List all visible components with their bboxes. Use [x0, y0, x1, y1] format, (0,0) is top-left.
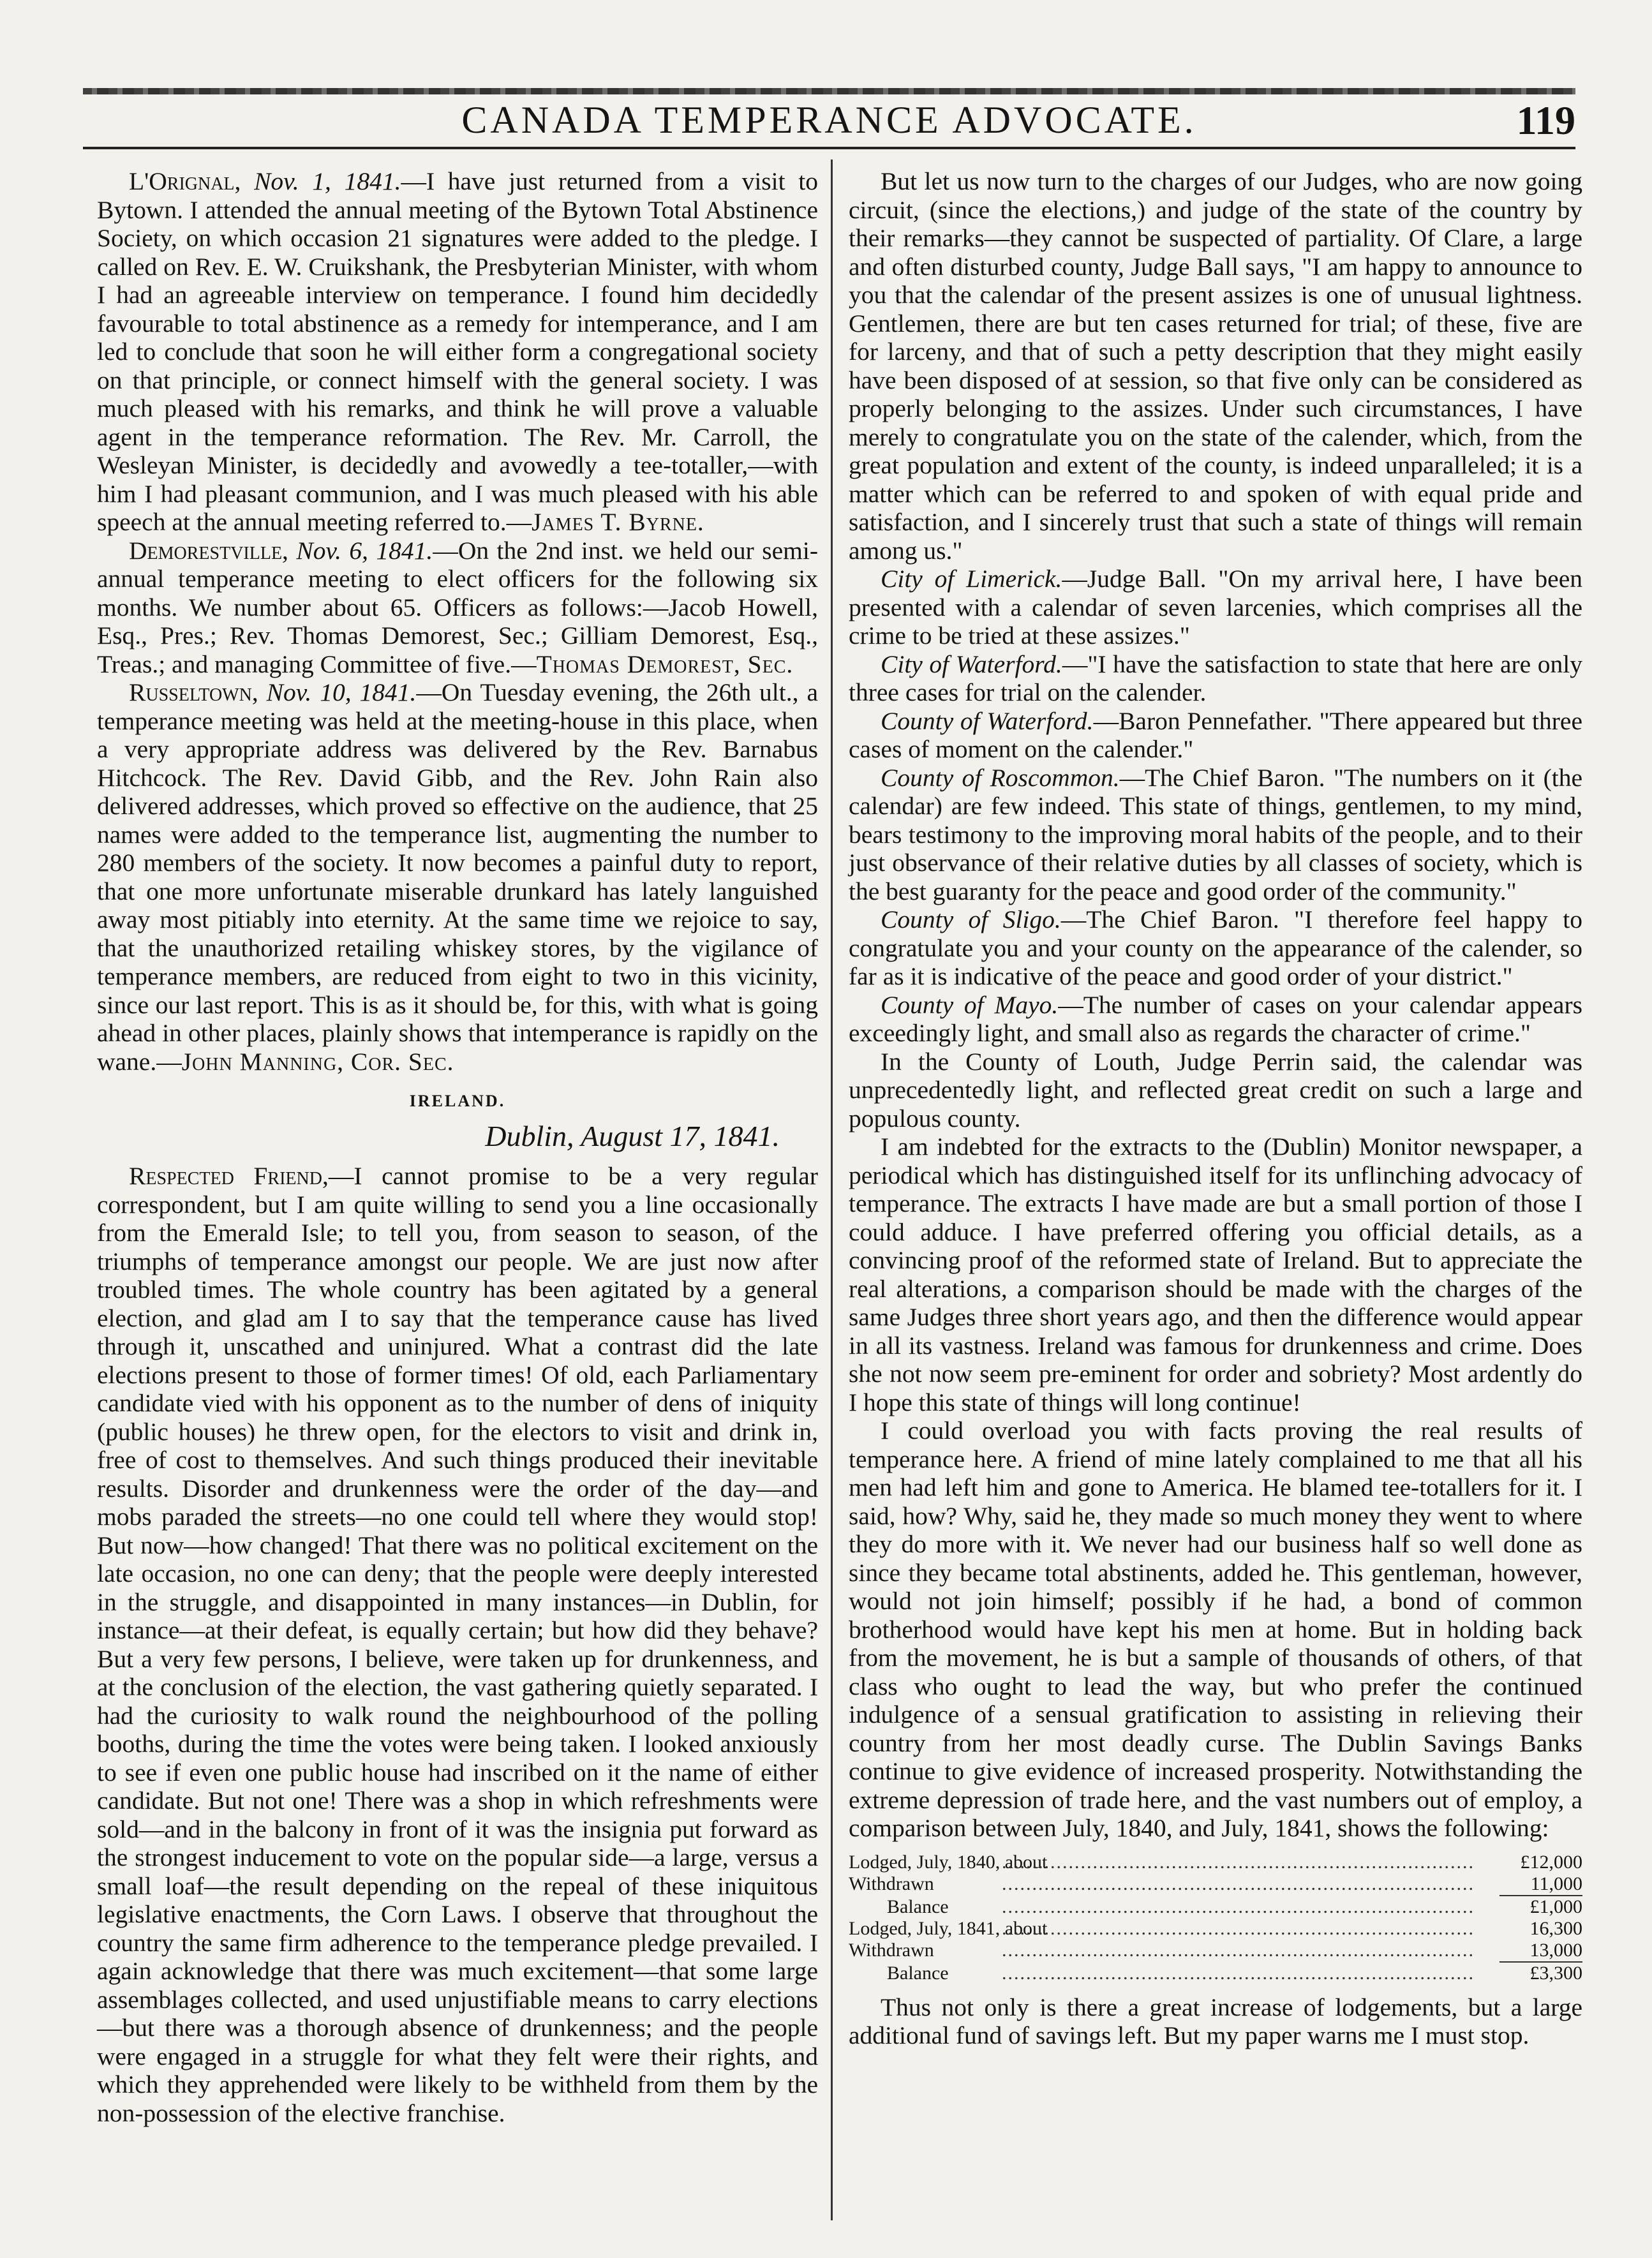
limerick-paragraph	[849, 565, 1582, 650]
loriginal-report	[97, 167, 818, 537]
leader-dots: ..............................................................................	[1002, 1851, 1475, 1873]
mayo-paragraph	[849, 991, 1582, 1048]
county-label: County of Sligo.	[881, 905, 1061, 933]
paragraph-text: —The number of cases on your calendar appears exceedingly light, and small also as regards the character of crime."	[849, 990, 1582, 1047]
county-label: County of Waterford.	[881, 706, 1094, 735]
paragraph-text: —The Chief Baron. "I therefore feel happy to congratulate you and your county on the appearance of the calender, so far as it is indicative of the peace and good order of your district."	[849, 905, 1582, 990]
table-row	[849, 1918, 1582, 1940]
paragraph-text: —Baron Pennefather. "There appeared but three cases of moment on the calender."	[849, 706, 1582, 763]
row-amount: 13,000	[1529, 1939, 1582, 1961]
paragraph-text: —Judge Ball. "On my arrival here, I have been presented with a calendar of seven larcenies, which comprises all the crime to be tried at these assizes."	[849, 565, 1582, 650]
county-label: County of Mayo.	[881, 990, 1059, 1019]
header-rule	[83, 147, 1575, 149]
row-label: Lodged, July, 1841, about	[849, 1917, 1048, 1939]
table-row	[849, 1873, 1582, 1895]
letter-dateline: Dublin, August 17, 1841.	[485, 1119, 780, 1152]
table-row	[849, 1896, 1582, 1918]
report-place: Russeltown,	[129, 678, 258, 706]
report-signature: Thomas Demorest, Sec.	[536, 650, 794, 678]
row-amount: 16,300	[1529, 1917, 1582, 1939]
page-number: 119	[1516, 98, 1575, 143]
leader-dots: ..............................................................................	[1002, 1917, 1475, 1939]
row-label: Withdrawn	[849, 1873, 934, 1894]
waterford-city-paragraph	[849, 650, 1582, 707]
paragraph-text: —The Chief Baron. "The numbers on it (the calendar) are few indeed. This state of things, gentlemen, to my mind, bears testimony to the improving moral habits of the people, and to their just observance of their relative duties by all classes of society, which is the best guaranty for the peace and good order of the community."	[849, 763, 1582, 905]
leader-dots: ..............................................................................	[1002, 1896, 1475, 1917]
row-label: Lodged, July, 1840, about	[849, 1851, 1048, 1873]
closing-paragraph: Thus not only is there a great increase of lodgements, but a large additional fund of savings left. But my paper warns me I must stop.	[849, 1993, 1582, 2049]
report-body: —I have just returned from a visit to Bytown. I attended the annual meeting of the Bytown Total Abstinence Society, on which occasion 21 signatures were added to the pledge. I called on Rev. E. W. Cruikshank, the Presbyterian Minister, with whom I had an agreeable interview on temperance. I found him decidedly favourable to total abstinence as a remedy for intemperance, and I am led to conclude that soon he will either form a congregational society on that principle, or connect himself with the general society. I was much pleased with his remarks, and think he will prove a valuable agent in the temperance reformation. The Rev. Mr. Carroll, the Wesleyan Minister, is decidedly and avowedly a tee-totaller,—with him I had pleasant communion, and I was much pleased with his able speech at the annual meeting referred to.—	[97, 167, 819, 536]
roscommon-paragraph	[849, 764, 1582, 906]
leader-dots: ..............................................................................	[1002, 1873, 1475, 1894]
report-date: Nov. 10, 1841.	[266, 678, 417, 706]
row-label: Withdrawn	[849, 1939, 934, 1961]
table-row	[849, 1852, 1582, 1873]
county-label: City of Waterford.	[881, 650, 1062, 678]
waterford-county-paragraph	[849, 707, 1582, 764]
right-column	[849, 167, 1582, 2050]
county-label: County of Roscommon.	[881, 763, 1120, 792]
paragraph-text: —"I have the satisfaction to state that here are only three cases for trial on the calender.	[849, 650, 1582, 706]
row-amount: 11,000	[1530, 1873, 1582, 1894]
overload-paragraph: I could overload you with facts proving the real results of temperance here. A friend of mine lately complained to me that all his men had left him and gone to America. He blamed tee-totallers for it. I said, how? Why, said he, they made so much money they went to where they do more with it. We never had our business half so well done as since they became total abstinents, added he. This gentleman, however, would not join himself; possibly if he had, a bond of common brotherhood would have kept his men at home. But in holding back from the movement, he is but a sample of thousands of others, of that class who ought to lead the way, but who prefer the continued indulgence of a sensual gratification to assisting in relieving their country from her most deadly curse. The Dublin Savings Banks continue to give evidence of increased prosperity. Notwithstanding the extreme depression of trade here, and the vast numbers out of employ, a comparison between July, 1840, and July, 1841, shows the following:	[849, 1416, 1582, 1842]
page-header	[83, 94, 1575, 144]
report-signature: James T. Byrne.	[532, 508, 704, 536]
row-amount: £1,000	[1529, 1896, 1582, 1917]
table-row	[849, 1940, 1582, 1961]
report-place: L'Orignal,	[129, 167, 241, 195]
demorestville-report	[97, 537, 818, 679]
monitor-paragraph: I am indebted for the extracts to the (Dublin) Monitor newspaper, a periodical which has distinguished itself for its unflinching advocacy of temperance. The extracts I have made are but a small portion of those I could adduce. I have preferred offering you official details, as a convincing proof of the reformed state of Ireland. But to appreciate the real alterations, a comparison should be made with the charges of the same Judges three short years ago, and then the difference would appear in all its vastness. Ireland was famous for drunkenness and crime. Does she not now seem pre-eminent for order and sobriety? Most ardently do I hope this state of things will long continue!	[849, 1133, 1582, 1416]
masthead-title: CANADA TEMPERANCE ADVOCATE.	[461, 99, 1197, 141]
letter-body: —I cannot promise to be a very regular correspondent, but I am quite willing to send you a line occasionally from the Emerald Isle; to tell you, from season to season, of the triumphs of temperance amongst our people. We are just now after troubled times. The whole country has been agitated by a general election, and glad am I to say that the temperance cause has lived through it, unscathed and uninjured. What a contrast did the late elections present to those of former times! Of old, each Parliamentary candidate vied with his opponent as to the number of dens of iniquity (public houses) he threw open, for the electors to visit and drink in, free of cost to themselves. And such things produced their inevitable results. Disorder and drunkenness were the order of the day—and mobs paraded the streets—no one could tell where they would stop! But now—how changed! That there was no political excitement on the late occasion, no one can deny; that the people were deeply interested in the struggle, and disappointed in many instances—in Dublin, for instance—at their defeat, is equally certain; but how did they behave? But a very few persons, I believe, were taken up for drunkenness, and at the conclusion of the election, the vast gathering quietly separated. I had the curiosity to walk round the neighbourhood of the polling booths, during the time the votes were being taken. I looked anxiously to see if even one public house had inscribed on it the name of either candidate. But not one! There was a shop in which refreshments were sold—and in the balcony in front of it was the insignia put forward as the strongest inducement to vote on the popular side—a large, versus a small loaf—the result depending on the repeal of these iniquitous legislative enactments, the Corn Laws. I observe that throughout the country the same firm adherence to the temperance pledge prevailed. I again acknowledge that there was much excitement—that some large assemblages collected, and used unjustifiable means to carry elections—but there was a thorough absence of drunkenness; and the people were engaged in a struggle for what they felt were their rights, and which they apprehended were likely to be withheld from them by the non-possession of the elective franchise.	[97, 1162, 818, 2127]
letter-salutation: Respected Friend,	[129, 1162, 329, 1190]
section-heading-ireland: IRELAND.	[409, 1092, 506, 1110]
judges-charges-paragraph: But let us now turn to the charges of our Judges, who are now going circuit, (since the elections,) and judge of the state of the country by their remarks—they cannot be suspected of partiality. Of Clare, a large and often disturbed county, Judge Ball says, "I am happy to announce to you that the calendar of the present assizes is one of unusual lightness. Gentlemen, there are but ten cases returned for trial; of these, five are for larceny, and that of such a petty description that they might easily have been disposed of at session, so that five only can be considered as properly belonging to the assizes. Under such circumstances, I have merely to congratulate you on the state of the calender, which, from the great population and extent of the county, is indeed unparalleled; it is a matter which can be referred to and spoken of with equal pride and satisfaction, and I sincerely trust that such a state of things will remain among us."	[849, 167, 1582, 565]
top-ornamental-rule	[83, 88, 1575, 94]
row-amount: £3,300	[1529, 1962, 1582, 1984]
county-label: City of Limerick.	[881, 565, 1062, 593]
report-body: —On Tuesday evening, the 26th ult., a temperance meeting was held at the meeting-house in this place, when a very appropriate address was delivered by the Rev. Barnabus Hitchcock. The Rev. David Gibb, and the Rev. John Rain also delivered addresses, which proved so effective on the audience, that 25 names were added to the temperance list, augmenting the number to 280 members of the society. It now becomes a painful duty to report, that one more unfortunate miserable drunkard has lately languished away most pitiably into eternity. At the same time we rejoice to say, that the unauthorized retailing whiskey stores, by the vigilance of temperance members, are reduced from eight to two in this vicinity, since our last report. This is as it should be, for this, with what is going ahead in other places, plainly shows that intemperance is rapidly on the wane.—	[97, 678, 818, 1076]
row-amount: £12,000	[1520, 1851, 1582, 1873]
row-label: Balance	[887, 1962, 949, 1984]
report-date: Nov. 6, 1841.	[296, 536, 433, 565]
sligo-paragraph	[849, 905, 1582, 991]
louth-paragraph: In the County of Louth, Judge Perrin said, the calendar was unprecedentedly light, and reflected great credit on such a large and populous county.	[849, 1047, 1582, 1133]
leader-dots: ..............................................................................	[1002, 1962, 1475, 1984]
left-column	[97, 167, 818, 2127]
leader-dots: ..............................................................................	[1002, 1939, 1475, 1961]
report-place: Demorestville,	[129, 536, 288, 565]
report-date: Nov. 1, 1841.	[254, 167, 401, 195]
russeltown-report	[97, 678, 818, 1076]
row-label: Balance	[887, 1896, 949, 1917]
report-signature: John Manning, Cor. Sec.	[181, 1047, 454, 1076]
ireland-letter	[97, 1162, 818, 2127]
table-row	[849, 1963, 1582, 1984]
savings-bank-table	[849, 1852, 1582, 1984]
column-divider	[831, 160, 833, 2220]
report-body: —On the 2nd inst. we held our semi-annual temperance meeting to elect officers for the following six months. We number about 65. Officers as follows:—Jacob Howell, Esq., Pres.; Rev. Thomas Demorest, Sec.; Gilliam Demorest, Esq., Treas.; and managing Committee of five.—	[97, 536, 819, 678]
